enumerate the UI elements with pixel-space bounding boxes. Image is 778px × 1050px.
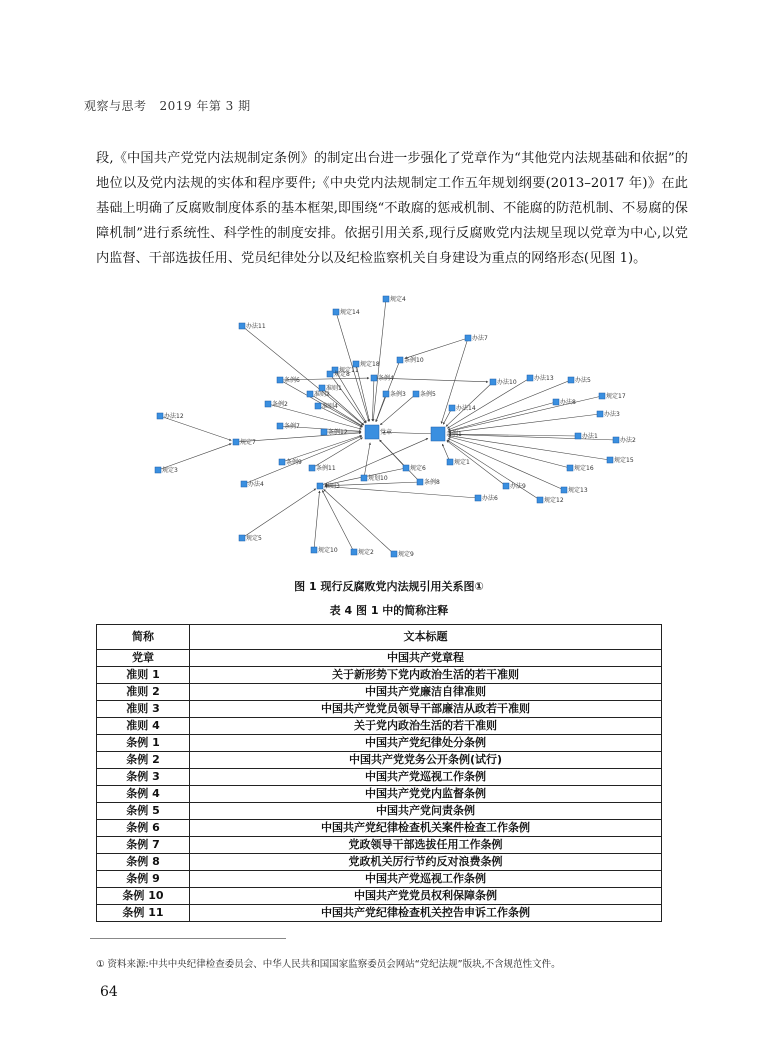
graph-node bbox=[311, 547, 317, 553]
abbr-cell: 条例 7 bbox=[97, 837, 190, 854]
abbr-cell: 准则 1 bbox=[97, 667, 190, 684]
graph-node-label: 条例10 bbox=[404, 357, 424, 364]
graph-edge bbox=[325, 486, 478, 498]
graph-node-label: 规定12 bbox=[544, 497, 564, 504]
footnote: ① 资料来源:中共中央纪律检查委员会、中华人民共和国国家监察委员会网站“党纪法规”版块,不含规范性文件。 bbox=[96, 959, 561, 970]
graph-node bbox=[613, 437, 619, 443]
table-row bbox=[97, 888, 662, 905]
graph-node bbox=[503, 483, 509, 489]
graph-edge bbox=[244, 436, 362, 484]
table-row bbox=[97, 837, 662, 854]
graph-node bbox=[383, 296, 389, 302]
graph-node-label: 办法5 bbox=[575, 377, 591, 384]
graph-edge bbox=[364, 443, 370, 478]
table-caption: 表 4 图 1 中的简称注释 bbox=[329, 604, 449, 617]
graph-node-label: 规划10 bbox=[368, 475, 388, 482]
graph-node-label: 办法12 bbox=[164, 413, 184, 420]
graph-node bbox=[475, 495, 481, 501]
graph-node-label: 条例7 bbox=[284, 423, 300, 430]
graph-node bbox=[553, 399, 559, 405]
table-row bbox=[97, 718, 662, 735]
title-cell: 中国共产党问责条例 bbox=[190, 803, 662, 820]
table-row bbox=[97, 786, 662, 803]
graph-node-label: 条例2 bbox=[272, 401, 288, 408]
graph-edge bbox=[312, 438, 363, 468]
table-row bbox=[97, 650, 662, 667]
graph-node bbox=[607, 457, 613, 463]
graph-node-label: 办法4 bbox=[248, 481, 264, 488]
table-row bbox=[97, 871, 662, 888]
graph-node-label: 办法2 bbox=[620, 437, 636, 444]
graph-node-label: 办法9 bbox=[510, 483, 526, 490]
graph-node-label: 规定11 bbox=[339, 367, 359, 374]
abbr-cell: 条例 9 bbox=[97, 871, 190, 888]
abbr-cell: 党章 bbox=[97, 650, 190, 667]
abbr-cell: 条例 2 bbox=[97, 752, 190, 769]
graph-node bbox=[351, 549, 357, 555]
abbr-cell: 条例 3 bbox=[97, 769, 190, 786]
graph-node bbox=[371, 375, 377, 381]
graph-node-label: 规定4 bbox=[390, 296, 406, 303]
graph-node bbox=[599, 393, 605, 399]
title-cell: 中国共产党巡视工作条例 bbox=[190, 769, 662, 786]
graph-node-label: 规定18 bbox=[360, 361, 380, 368]
graph-node bbox=[561, 487, 567, 493]
table-header-row bbox=[97, 625, 662, 650]
graph-node bbox=[157, 413, 163, 419]
graph-node bbox=[265, 401, 271, 407]
graph-node-label: 规定10 bbox=[318, 547, 338, 554]
graph-edge bbox=[322, 490, 354, 552]
graph-node-label: 规定16 bbox=[574, 465, 594, 472]
graph-node bbox=[465, 335, 471, 341]
abbr-cell: 条例 8 bbox=[97, 854, 190, 871]
abbr-cell: 准则 3 bbox=[97, 701, 190, 718]
graph-node-label: 规定17 bbox=[606, 393, 626, 400]
graph-node-label: 规定1 bbox=[454, 459, 470, 466]
graph-node bbox=[431, 427, 445, 441]
title-cell: 党政领导干部选拔任用工作条例 bbox=[190, 837, 662, 854]
graph-node-label: 规定8 bbox=[334, 371, 350, 378]
graph-node-label: 条例1 bbox=[446, 431, 462, 438]
title-cell: 中国共产党廉洁自律准则 bbox=[190, 684, 662, 701]
graph-node bbox=[333, 309, 339, 315]
graph-node bbox=[537, 497, 543, 503]
graph-node bbox=[317, 483, 323, 489]
abbr-cell: 条例 4 bbox=[97, 786, 190, 803]
paragraph-1: 段,《中国共产党党内法规制定条例》的制定出台进一步强化了党章作为“其他党内法规基础和依据”的地位以及党内法规的实体和程序要件;《中央党内法规制定工作五年规划纲要(2013–2017 年)》在此基础上明确了反腐败制度体系的基本框架,即围绕“不敢腐的惩戒机制、不能腐的防范机制、不易腐的保障机制”进行系统性、科学性的制度安排。依据引用关系,现行反腐败党内法规呈现以党章为中心,以党内监督、干部选拔任用、党员纪律处分以及纪检监察机关自身建设为重点的网络形态(见图 1)。 bbox=[96, 151, 688, 266]
title-cell: 关于新形势下党内政治生活的若干准则 bbox=[190, 667, 662, 684]
title-cell: 关于党内政治生活的若干准则 bbox=[190, 718, 662, 735]
title-cell: 中国共产党党员权利保障条例 bbox=[190, 888, 662, 905]
page-number: 64 bbox=[100, 984, 118, 1000]
graph-node bbox=[567, 465, 573, 471]
title-cell: 中国共产党纪律处分条例 bbox=[190, 735, 662, 752]
graph-node bbox=[233, 439, 239, 445]
graph-node-label: 规定3 bbox=[162, 467, 178, 474]
graph-node bbox=[417, 479, 423, 485]
graph-node-label: 办法6 bbox=[482, 495, 498, 502]
graph-node-label: 准则1 bbox=[326, 385, 342, 392]
abbreviation-table bbox=[96, 624, 662, 922]
graph-node bbox=[277, 377, 283, 383]
table-row bbox=[97, 752, 662, 769]
graph-node-label: 规定7 bbox=[240, 439, 256, 446]
graph-node bbox=[155, 467, 161, 473]
figure-caption: 图 1 现行反腐败党内法规引用关系图① bbox=[294, 580, 484, 593]
graph-node bbox=[449, 405, 455, 411]
graph-node bbox=[391, 551, 397, 557]
graph-edge bbox=[314, 491, 320, 550]
title-cell: 党政机关厉行节约反对浪费条例 bbox=[190, 854, 662, 871]
title-cell: 中国共产党纪律检查机关案件检查工作条例 bbox=[190, 820, 662, 837]
graph-node-label: 规定2 bbox=[358, 549, 374, 556]
title-cell: 中国共产党巡视工作条例 bbox=[190, 871, 662, 888]
graph-node bbox=[413, 391, 419, 397]
title-cell: 中国共产党党内监督条例 bbox=[190, 786, 662, 803]
graph-node bbox=[239, 323, 245, 329]
graph-node bbox=[279, 459, 285, 465]
table-row bbox=[97, 854, 662, 871]
abbr-cell: 准则 4 bbox=[97, 718, 190, 735]
graph-node-label: 条例6 bbox=[284, 377, 300, 384]
graph-node-label: 规定14 bbox=[340, 309, 360, 316]
abbr-cell: 条例 10 bbox=[97, 888, 190, 905]
graph-node-label: 办法3 bbox=[604, 411, 620, 418]
graph-node-label: 办法14 bbox=[456, 405, 476, 412]
graph-node bbox=[365, 425, 379, 439]
title-cell: 中国共产党党员领导干部廉洁从政若干准则 bbox=[190, 701, 662, 718]
graph-node-label: 规定6 bbox=[410, 465, 426, 472]
citation-network-graph bbox=[150, 290, 670, 570]
graph-node-label: 规定13 bbox=[568, 487, 588, 494]
abbr-cell: 条例 6 bbox=[97, 820, 190, 837]
table-row bbox=[97, 667, 662, 684]
graph-edge bbox=[376, 394, 386, 422]
graph-node bbox=[361, 475, 367, 481]
graph-node bbox=[309, 465, 315, 471]
graph-node-label: 条例9 bbox=[286, 459, 302, 466]
graph-node-label: 办法13 bbox=[534, 375, 554, 382]
graph-edge bbox=[449, 414, 600, 433]
graph-node-label: 条例3 bbox=[390, 391, 406, 398]
graph-node-label: 准则3 bbox=[324, 483, 340, 490]
graph-edge bbox=[380, 394, 416, 425]
graph-node bbox=[327, 371, 333, 377]
graph-node-label: 党章 bbox=[380, 429, 393, 436]
body-paragraph bbox=[96, 146, 688, 271]
graph-node-label: 办法10 bbox=[497, 379, 517, 386]
graph-edge bbox=[447, 440, 540, 500]
graph-node bbox=[397, 357, 403, 363]
table-row bbox=[97, 769, 662, 786]
header-title: 文本标题 bbox=[190, 625, 662, 650]
graph-node-label: 办法8 bbox=[560, 399, 576, 406]
abbr-cell: 准则 2 bbox=[97, 684, 190, 701]
graph-node bbox=[447, 459, 453, 465]
table-row bbox=[97, 735, 662, 752]
graph-node bbox=[527, 375, 533, 381]
abbr-cell: 条例 11 bbox=[97, 905, 190, 922]
graph-node-label: 办法1 bbox=[582, 433, 598, 440]
graph-node bbox=[383, 391, 389, 397]
abbr-cell: 条例 1 bbox=[97, 735, 190, 752]
graph-node-label: 条例12 bbox=[328, 429, 348, 436]
table-row bbox=[97, 905, 662, 922]
abbr-cell: 条例 5 bbox=[97, 803, 190, 820]
title-cell: 中国共产党章程 bbox=[190, 650, 662, 667]
graph-node bbox=[490, 379, 496, 385]
journal-name: 观察与思考 bbox=[84, 99, 147, 113]
graph-node-label: 规定9 bbox=[398, 551, 414, 558]
graph-edge bbox=[242, 489, 316, 538]
graph-node-label: 条例4 bbox=[378, 375, 394, 382]
footnote-rule bbox=[90, 938, 286, 939]
graph-node bbox=[239, 535, 245, 541]
table-row bbox=[97, 820, 662, 837]
graph-node bbox=[568, 377, 574, 383]
graph-node bbox=[403, 465, 409, 471]
graph-edge bbox=[324, 489, 394, 554]
graph-node-label: 条例11 bbox=[316, 465, 336, 472]
graph-node bbox=[307, 391, 313, 397]
header-abbr: 简称 bbox=[97, 625, 190, 650]
graph-edge bbox=[310, 394, 363, 426]
graph-node-label: 条例8 bbox=[424, 479, 440, 486]
table-row bbox=[97, 803, 662, 820]
graph-edge bbox=[405, 338, 468, 358]
title-cell: 中国共产党党务公开条例(试行) bbox=[190, 752, 662, 769]
table-row bbox=[97, 701, 662, 718]
graph-node bbox=[241, 481, 247, 487]
graph-node bbox=[353, 361, 359, 367]
graph-node-label: 办法7 bbox=[472, 335, 488, 342]
graph-node-label: 准则4 bbox=[322, 403, 338, 410]
graph-node-label: 准则2 bbox=[314, 391, 330, 398]
table-row bbox=[97, 684, 662, 701]
graph-node-label: 规定5 bbox=[246, 535, 262, 542]
graph-node bbox=[315, 403, 321, 409]
graph-node-label: 条例5 bbox=[420, 391, 436, 398]
issue-label: 2019 年第 3 期 bbox=[159, 99, 251, 113]
graph-edge bbox=[447, 378, 530, 428]
title-cell: 中国共产党纪律检查机关控告申诉工作条例 bbox=[190, 905, 662, 922]
graph-node bbox=[277, 423, 283, 429]
graph-node-label: 办法11 bbox=[246, 323, 266, 330]
graph-node bbox=[321, 429, 327, 435]
graph-node bbox=[575, 433, 581, 439]
running-header bbox=[84, 97, 251, 114]
graph-node-label: 规定15 bbox=[614, 457, 634, 464]
graph-node bbox=[597, 411, 603, 417]
